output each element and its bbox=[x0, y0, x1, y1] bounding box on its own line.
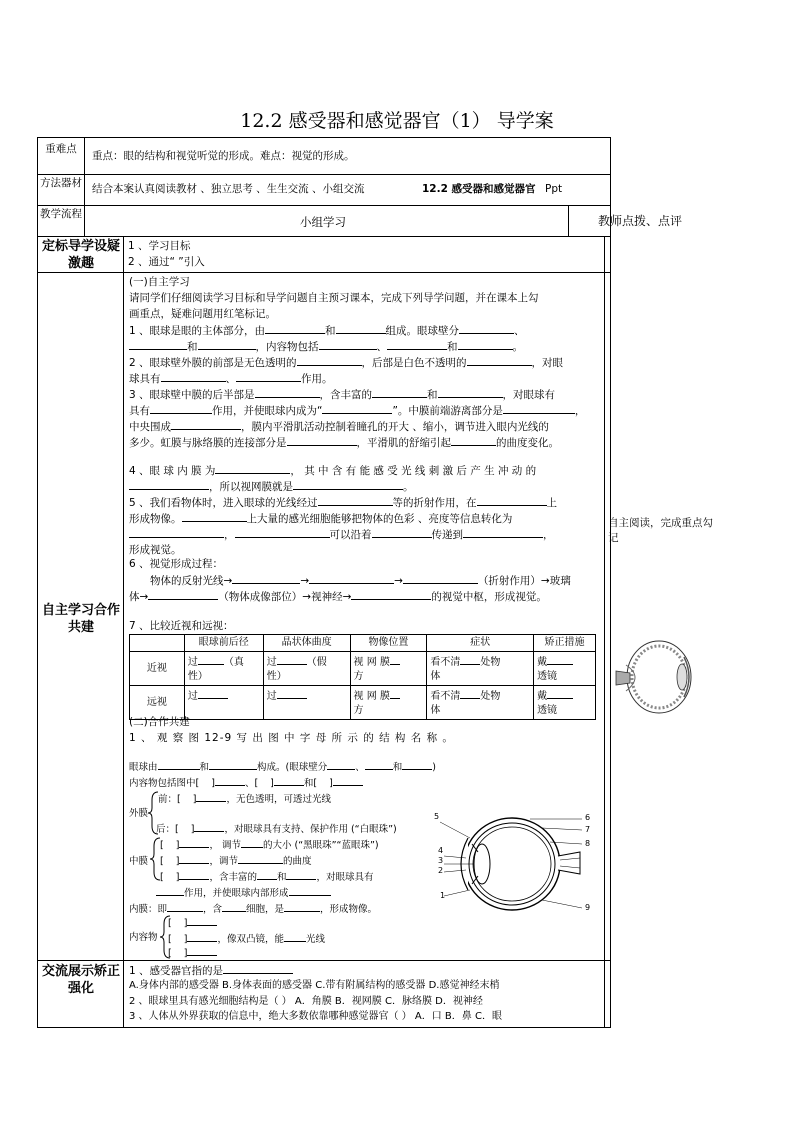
goal-line-1: 1 、学习目标 bbox=[128, 240, 191, 252]
goal-line-2: 2 、通过“ ”引入 bbox=[128, 256, 205, 268]
q6-line-2: 体→ （物体成像部位）→视神经→ 的视觉中枢，形成视觉。 bbox=[129, 588, 547, 605]
coop-line-2: 内容物包括图中[ ] 、[ ] 和[ ] bbox=[129, 774, 363, 792]
key-label: 重难点 bbox=[45, 143, 77, 155]
diagram-label-3: 3 bbox=[438, 856, 444, 865]
self-study-label: 自主学习合作共建 bbox=[41, 603, 120, 635]
table-header-row: 眼球前后径 晶状体曲度 物像位置 症状 矫正措施 bbox=[130, 635, 596, 652]
diagram-label-5: 5 bbox=[434, 812, 440, 821]
exchange-q1-options: A.身体内部的感受器 B.身体表面的感受器 C.带有附属结构的感受器 D.感觉神经末梢 bbox=[129, 980, 500, 991]
group-study: 小组学习 bbox=[300, 215, 346, 229]
q3-line-4: 多少。虹膜与脉络膜的连接部分是 ，平滑肌的舒缩引起 的曲度变化。 bbox=[129, 434, 559, 451]
method-label: 方法器材 bbox=[40, 177, 82, 189]
exchange-q1: 1 、感受器官指的是 bbox=[129, 962, 293, 979]
q6-heading: 6 、视觉形成过程： bbox=[129, 558, 224, 570]
q4-line-1: 4 、眼 球 内 膜 为 ， 其 中 含 有 能 感 受 光 线 刺 激 后 产 生 冲 动 的 bbox=[129, 462, 536, 479]
content-label: 内容物 bbox=[129, 932, 158, 943]
self-study-heading: (一)自主学习 bbox=[129, 276, 190, 288]
exchange-label: 交流展示矫正强化 bbox=[41, 964, 120, 996]
q3-line-1: 3 、眼球壁中膜的后半部是 ，含丰富的 和 ，对眼球有 bbox=[129, 386, 555, 403]
intro-line-2: 画重点，疑难问题用红笔标记。 bbox=[129, 308, 276, 320]
table-row: 近视 过 （真 性） 过 （假 性） 视 网 膜 方 看不清 处物 体 戴 透镜 bbox=[130, 652, 596, 686]
q4-line-2: ，所以视网膜就是 。 bbox=[129, 478, 414, 495]
coop-heading: (二)合作共建 bbox=[129, 716, 190, 728]
right-note: 自主阅读，完成重点勾记 bbox=[608, 517, 713, 544]
eye-side-illustration bbox=[614, 635, 694, 720]
q5-line-1: 5 、我们看物体时，进入眼球的光线经过 等的折射作用，在 上 bbox=[129, 494, 557, 511]
q1-line-2: 和 ，内容物包括 、 和 。 bbox=[129, 338, 523, 355]
q3-line-3: 中央围成 ，膜内平滑肌活动控制着瞳孔的开大 、缩小，调节进入眼内光线的 bbox=[129, 418, 549, 435]
q2-line-1: 2 、眼球壁外膜的前部是无色透明的 ，后部是白色不透明的 ，对眼 bbox=[129, 354, 563, 371]
q5-line-3: ， 可以沿着 传递到 ， bbox=[129, 526, 554, 543]
middle-item-1: [ ] ， 调节 的大小 (“黑眼珠”“蓝眼珠”) bbox=[160, 836, 379, 854]
q3-line-2: 具有 作用，并使眼球内成为“ ”。中膜前端游离部分是 ， bbox=[129, 402, 585, 419]
coop-line-1: 眼球由 和 构成。(眼球壁分 、 和 ) bbox=[129, 758, 436, 776]
middle-item-3: [ ] ，含丰富的 和 ，对眼球具有 bbox=[160, 868, 373, 886]
intro-line-1: 请同学们仔细阅读学习目标和导学问题自主预习课本，完成下列导学问题，并在课本上勾 bbox=[129, 292, 539, 304]
q1-line-1: 1 、眼球是眼的主体部分，由 和 组成。眼球壁分 、 bbox=[129, 322, 525, 339]
outer-back: 后：[ ] ，对眼球具有支持、保护作用 (“白眼珠”) bbox=[156, 820, 397, 838]
diagram-label-2: 2 bbox=[438, 866, 444, 875]
q6-line-1: 物体的反射光线→ → → （折射作用）→玻璃 bbox=[150, 572, 571, 589]
diagram-label-1: 1 bbox=[440, 891, 446, 900]
diagram-label-8: 8 bbox=[585, 839, 591, 848]
method-text: 结合本案认真阅读教材 、独立思考 、生生交流 、小组交流 bbox=[92, 183, 365, 195]
eye-cross-section-diagram bbox=[430, 808, 600, 918]
inner-membrane: 内膜：即 ，含 细胞，是 ，形成物像。 bbox=[129, 900, 377, 918]
flow-label: 教学流程 bbox=[40, 208, 82, 220]
method-ppt-suffix: Ppt bbox=[545, 183, 563, 195]
content-item-1: [ ] bbox=[168, 914, 217, 932]
content-item-2: [ ] ，像双凸镜，能 光线 bbox=[168, 930, 325, 948]
diagram-label-7: 7 bbox=[585, 825, 591, 834]
outer-membrane-label: 外膜 bbox=[129, 808, 149, 819]
exchange-q2: 2 、眼球里具有感光细胞结构是（ ） A．角膜 B．视网膜 C．脉络膜 D．视神经 bbox=[129, 996, 483, 1007]
method-ppt: 12.2 感受器和感觉器官 bbox=[422, 183, 536, 195]
q5-line-4: 形成视觉。 bbox=[129, 544, 182, 556]
middle-membrane-label: 中膜 bbox=[129, 856, 149, 867]
q7-heading: 7 、比较近视和远视： bbox=[129, 620, 234, 632]
diagram-label-6: 6 bbox=[585, 813, 591, 822]
exchange-q3: 3 、人体从外界获取的信息中，绝大多数依靠哪种感觉器官（ ） A．口 B．鼻 C．眼 bbox=[129, 1011, 502, 1022]
content-item-3: [ ] bbox=[168, 944, 217, 962]
q2-line-2: 球具有 、 作用。 bbox=[129, 370, 333, 387]
goal-label: 定标导学设疑激趣 bbox=[41, 239, 120, 271]
middle-item-3-cont: 作用，并使眼球内部形成 bbox=[156, 884, 331, 902]
outer-front: 前：[ ] ，无色透明，可透过光线 bbox=[158, 790, 331, 808]
coop-q1: 1 、 观 察 图 12-9 写 出 图 中 字 母 所 示 的 结 构 名 称 。 bbox=[129, 732, 454, 744]
page-title: 12.2 感受器和感觉器官（1） 导学案 bbox=[240, 110, 554, 132]
teacher-guide: 教师点拨、点评 bbox=[598, 214, 683, 228]
q5-line-2: 形成物像。 上大量的感光细胞能够把物体的色彩 、亮度等信息转化为 bbox=[129, 510, 512, 527]
middle-item-2: [ ] ，调节 的曲度 bbox=[160, 852, 311, 870]
diagram-label-9: 9 bbox=[585, 903, 591, 912]
compare-table bbox=[129, 634, 596, 720]
key-text: 重点：眼的结构和视觉听觉的形成。难点：视觉的形成。 bbox=[92, 150, 355, 162]
table-row: 远视 过 过 视 网 膜 方 看不清 处物 体 戴 透镜 bbox=[130, 686, 596, 720]
diagram-label-4: 4 bbox=[438, 846, 444, 855]
